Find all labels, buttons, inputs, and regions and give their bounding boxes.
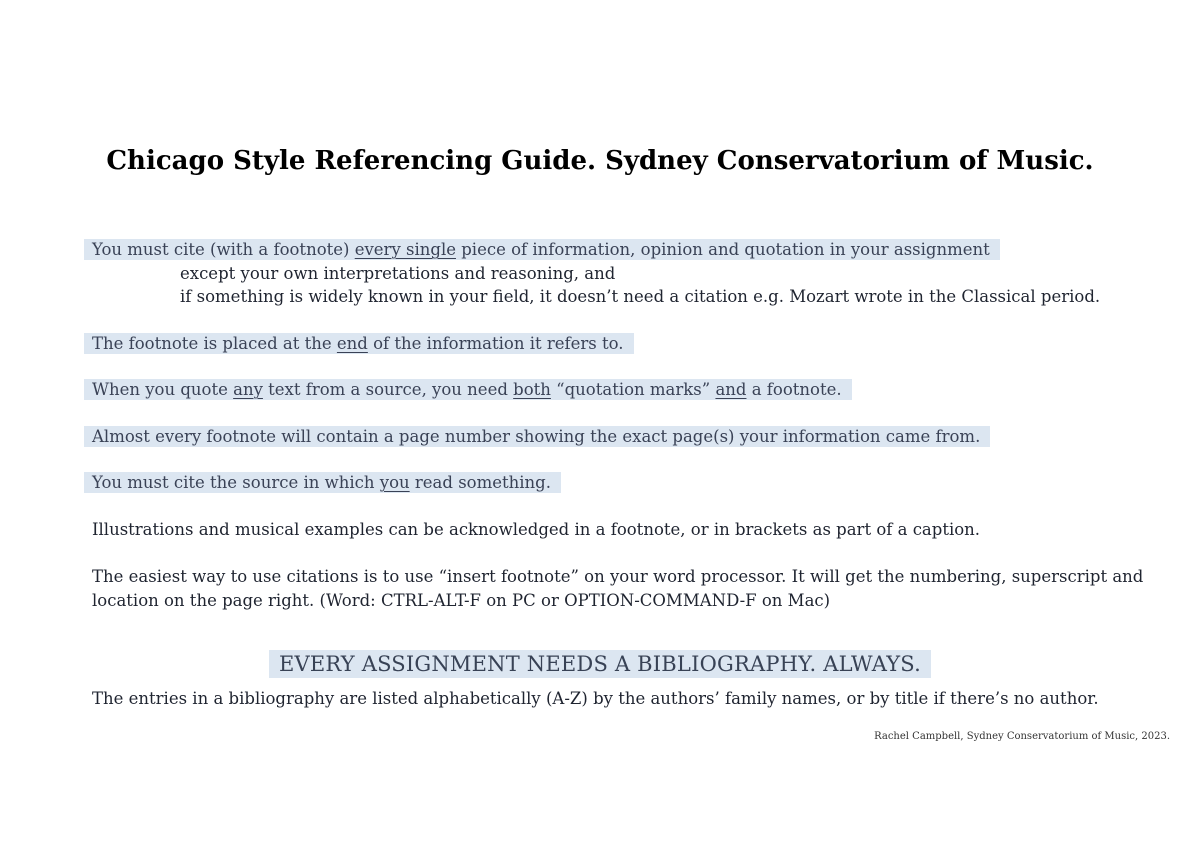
rule-highlight — [84, 333, 634, 354]
rule-illustrations — [84, 517, 980, 543]
rule-text: location on the page right. (Word: CTRL-ALT-F on PC or OPTION-COMMAND-F on Mac) — [92, 591, 831, 610]
rule-exception-1: except your own interpretations and reasoning, and — [180, 264, 616, 283]
rule-text: You must cite the source in which — [92, 473, 380, 492]
rule-cite-everything — [84, 237, 1000, 263]
rule-text: “quotation marks” — [550, 380, 716, 399]
rule-text: You must cite (with a footnote) — [92, 240, 355, 259]
rule-exception-2: if something is widely known in your field, it doesn’t need a citation e.g. Mozart wrote in the Classical period. — [180, 287, 1101, 306]
rule-highlight — [84, 379, 852, 400]
rule-emphasis: any — [233, 380, 263, 399]
page-title: Chicago Style Referencing Guide. Sydney Conservatorium of Music. — [106, 146, 1094, 176]
banner-text: EVERY ASSIGNMENT NEEDS A BIBLIOGRAPHY. ALWAYS. — [269, 650, 931, 678]
rule-quotations — [84, 377, 852, 403]
rule-text: of the information it refers to. — [367, 334, 624, 353]
rule-text: a footnote. — [746, 380, 842, 399]
rule-text: piece of information, opinion and quotation in your assignment — [455, 240, 990, 259]
rule-emphasis: you — [379, 473, 410, 492]
rule-emphasis: both — [513, 380, 551, 399]
rule-cite-source-read — [84, 470, 561, 496]
bibliography-banner — [0, 652, 1200, 676]
rule-text: The entries in a bibliography are listed alphabetically (A-Z) by the authors’ family names, or by title if there’s no author. — [92, 689, 1099, 708]
rule-highlight — [84, 472, 561, 493]
rule-insert-footnote-1 — [84, 564, 1143, 590]
rule-text: text from a source, you need — [262, 380, 514, 399]
rule-text: The easiest way to use citations is to use “insert footnote” on your word processor. It will get the numbering, superscript and — [92, 567, 1144, 586]
rule-emphasis: every single — [354, 240, 456, 259]
rule-highlight: Almost every footnote will contain a page number showing the exact page(s) your information came from. — [84, 426, 990, 447]
rule-text: When you quote — [92, 380, 234, 399]
rule-footnote-placement — [84, 331, 634, 357]
author-credit: Rachel Campbell, Sydney Conservatorium of Music, 2023. — [874, 731, 1170, 742]
rule-text: The footnote is placed at the — [92, 334, 337, 353]
bibliography-note — [84, 686, 1099, 712]
rule-text: Illustrations and musical examples can be acknowledged in a footnote, or in brackets as part of a caption. — [92, 520, 981, 539]
rule-highlight — [84, 239, 1000, 260]
rule-page-numbers — [84, 424, 990, 450]
rule-emphasis: end — [336, 334, 368, 353]
rule-text: read something. — [409, 473, 551, 492]
rule-emphasis: and — [715, 380, 747, 399]
rule-insert-footnote-2 — [84, 588, 830, 614]
